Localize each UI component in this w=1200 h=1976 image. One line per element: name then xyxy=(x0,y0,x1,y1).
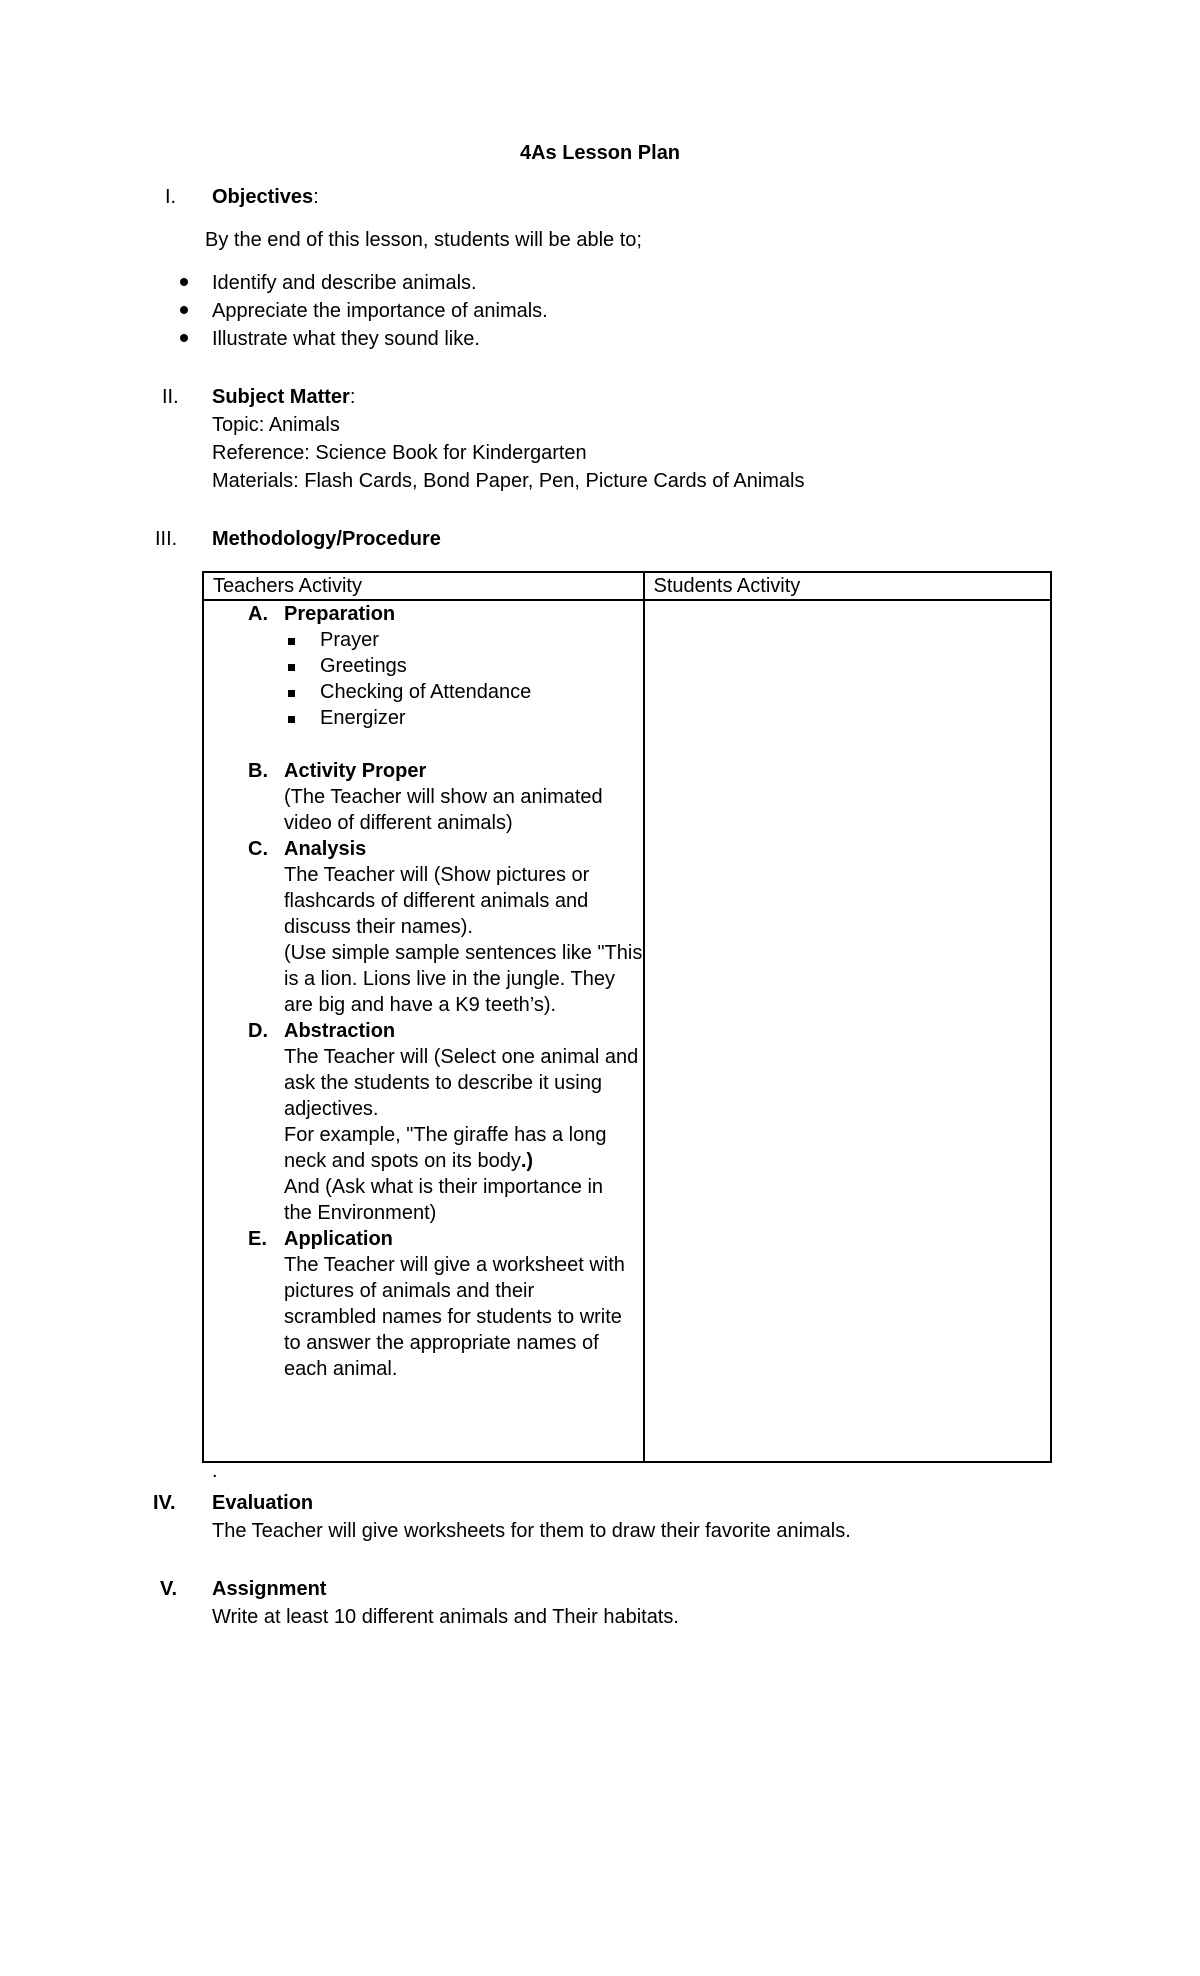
students-activity-cell xyxy=(644,600,1051,1462)
abstraction-line-5 xyxy=(284,1148,533,1174)
objective-item-1: Identify and describe animals. xyxy=(212,272,477,294)
application-title: Application xyxy=(284,1228,393,1250)
analysis-line-6: are big and have a K9 teeth’s). xyxy=(284,994,557,1016)
objectives-number: I. xyxy=(165,186,177,208)
analysis-line-5: is a lion. Lions live in the jungle. They xyxy=(284,968,615,990)
objectives-intro: By the end of this lesson, students will be able to; xyxy=(205,229,642,251)
preparation-item-2: Greetings xyxy=(320,655,407,677)
assignment-number: V. xyxy=(160,1578,178,1600)
square-bullet-icon xyxy=(288,638,295,645)
abstraction-line-2: ask the students to describe it using xyxy=(284,1072,602,1094)
subject-matter-heading xyxy=(212,386,355,409)
preparation-item-1: Prayer xyxy=(320,629,379,651)
abstraction-line-1: The Teacher will (Select one animal and xyxy=(284,1046,639,1068)
step-letter-d: D. xyxy=(248,1020,268,1042)
application-line-3: scrambled names for students to write xyxy=(284,1306,622,1328)
preparation-item-3: Checking of Attendance xyxy=(320,681,532,703)
square-bullet-icon xyxy=(288,664,295,671)
header-teachers-activity: Teachers Activity xyxy=(203,572,644,600)
evaluation-text: The Teacher will give worksheets for them to draw their favorite animals. xyxy=(212,1520,851,1542)
activity-line-1: (The Teacher will show an animated xyxy=(284,786,603,808)
abstraction-line-7: the Environment) xyxy=(284,1202,437,1224)
application-line-1: The Teacher will give a worksheet with xyxy=(284,1254,625,1276)
step-letter-c: C. xyxy=(248,838,268,860)
analysis-title: Analysis xyxy=(284,838,367,860)
evaluation-heading: Evaluation xyxy=(212,1492,314,1514)
bullet-icon xyxy=(180,334,188,342)
procedure-table xyxy=(202,571,1052,1463)
teachers-activity-cell xyxy=(203,600,644,1462)
subject-matter-number: II. xyxy=(162,386,179,408)
objectives-heading xyxy=(212,186,319,209)
abstraction-line-4: For example, "The giraffe has a long xyxy=(284,1124,607,1146)
subject-topic: Topic: Animals xyxy=(212,414,340,436)
abstraction-line-5-text: neck and spots on its body xyxy=(284,1150,521,1172)
bullet-icon xyxy=(180,278,188,286)
abstraction-line-3: adjectives. xyxy=(284,1098,379,1120)
bullet-icon xyxy=(180,306,188,314)
page-title: 4As Lesson Plan xyxy=(519,142,681,164)
analysis-line-4: (Use simple sample sentences like "This xyxy=(284,942,643,964)
objective-item-2: Appreciate the importance of animals. xyxy=(212,300,548,322)
activity-line-2: video of different animals) xyxy=(284,812,513,834)
square-bullet-icon xyxy=(288,690,295,697)
assignment-text: Write at least 10 different animals and Their habitats. xyxy=(212,1606,679,1628)
activity-proper-title: Activity Proper xyxy=(284,760,427,782)
analysis-line-1: The Teacher will (Show pictures or xyxy=(284,864,590,886)
application-line-2: pictures of animals and their xyxy=(284,1280,535,1302)
subject-matter-label: Subject Matter xyxy=(212,386,350,408)
step-letter-e: E. xyxy=(248,1228,267,1250)
assignment-heading: Assignment xyxy=(212,1578,327,1600)
objectives-label: Objectives xyxy=(212,186,314,208)
evaluation-number: IV. xyxy=(153,1492,176,1514)
objective-item-3: Illustrate what they sound like. xyxy=(212,328,480,350)
application-line-4: to answer the appropriate names of xyxy=(284,1332,599,1354)
square-bullet-icon xyxy=(288,716,295,723)
header-students-activity: Students Activity xyxy=(644,572,1051,600)
analysis-line-2: flashcards of different animals and xyxy=(284,890,589,912)
methodology-heading: Methodology/Procedure xyxy=(212,528,441,550)
stray-dot: . xyxy=(212,1460,218,1482)
subject-reference: Reference: Science Book for Kindergarten xyxy=(212,442,587,464)
abstraction-close-paren: .) xyxy=(520,1150,534,1172)
abstraction-line-6: And (Ask what is their importance in xyxy=(284,1176,604,1198)
preparation-title: Preparation xyxy=(284,603,396,625)
subject-matter-colon: : xyxy=(349,386,356,408)
methodology-number: III. xyxy=(155,528,178,550)
preparation-item-4: Energizer xyxy=(320,707,406,729)
application-line-5: each animal. xyxy=(284,1358,398,1380)
step-letter-b: B. xyxy=(248,760,268,782)
step-letter-a: A. xyxy=(248,603,268,625)
analysis-line-3: discuss their names). xyxy=(284,916,473,938)
objectives-colon: : xyxy=(313,186,319,208)
abstraction-title: Abstraction xyxy=(284,1020,396,1042)
subject-materials: Materials: Flash Cards, Bond Paper, Pen, Picture Cards of Animals xyxy=(212,470,805,492)
